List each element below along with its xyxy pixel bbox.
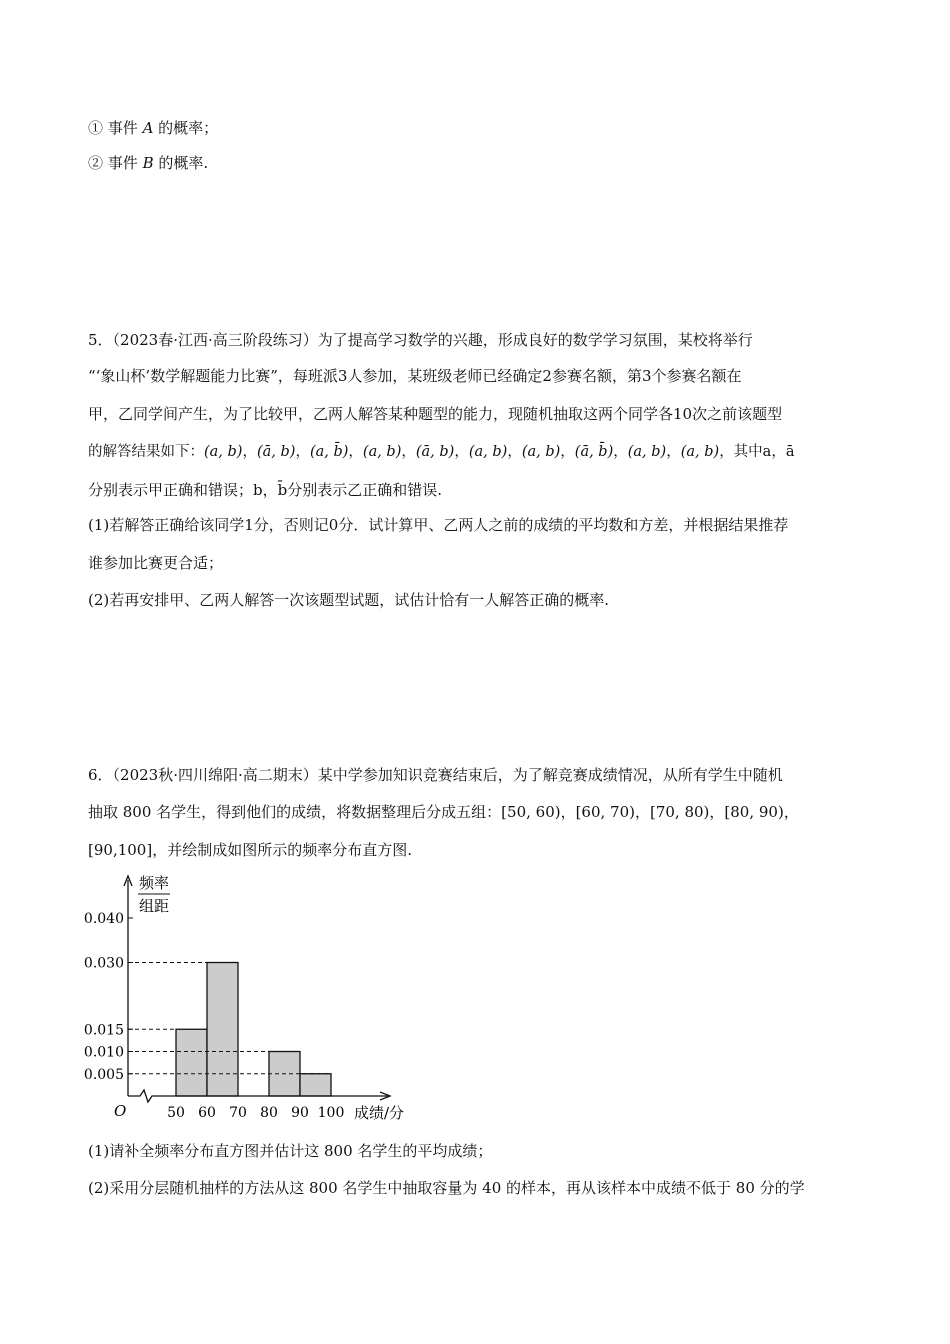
item-marker: ①	[88, 119, 104, 137]
x-tick-label: 90	[291, 1105, 309, 1121]
y-tick-label: 0.010	[83, 1044, 124, 1061]
q5-results-prefix: 的解答结果如下：	[88, 444, 204, 460]
result-separator: ，	[401, 444, 416, 460]
result-separator: ，	[348, 444, 363, 460]
item-text: 事件	[103, 154, 143, 172]
item-variable: B	[142, 154, 154, 172]
result-pair: (a, b)	[521, 444, 561, 460]
item-marker: ②	[88, 154, 104, 172]
q4-item-1	[88, 118, 870, 138]
y-axis-label-denominator: 组距	[138, 897, 170, 915]
histogram-bar	[176, 1029, 207, 1096]
histogram-bar	[300, 1074, 331, 1096]
origin-label: O	[114, 1102, 127, 1120]
q5-line-2: “‘象山杯’数学解题能力比赛”，每班派3人参加，某班级老师已经确定2参赛名额，第3个参赛名额在	[88, 367, 742, 385]
item-text: 的概率.	[153, 154, 209, 172]
x-tick-label: 60	[198, 1105, 216, 1121]
q6-sub1: (1)请补全频率分布直方图并估计这 800 名学生的平均成绩；	[88, 1142, 493, 1160]
y-tick-label: 0.015	[83, 1022, 124, 1039]
result-separator: ，	[295, 444, 310, 460]
result-separator: ，	[560, 444, 575, 460]
x-tick-label: 50	[167, 1105, 185, 1121]
result-pair: (a, b)	[362, 444, 402, 460]
x-axis	[128, 1090, 390, 1102]
result-pair: (a, b)	[468, 444, 508, 460]
q4-item-2	[88, 153, 870, 173]
q6-line-3: [90,100]，并绘制成如图所示的频率分布直方图.	[88, 841, 412, 859]
q5-line-3: 甲，乙同学间产生，为了比较甲，乙两人解答某种题型的能力，现随机抽取这两个同学各10次之前该题型	[88, 405, 783, 423]
result-separator: ，	[666, 444, 681, 460]
y-tick-label: 0.005	[83, 1066, 124, 1083]
histogram-bar	[207, 963, 238, 1097]
x-tick-label: 80	[260, 1105, 278, 1121]
item-variable: A	[142, 119, 154, 137]
x-axis-label: 成绩/分	[354, 1104, 405, 1122]
result-separator: ，	[242, 444, 257, 460]
q5-line-1: 5．（2023春·江西·高三阶段练习）为了提高学习数学的兴趣，形成良好的数学学习氛围，某校将举行	[88, 331, 753, 349]
result-pair: (a, b)	[627, 444, 667, 460]
q5-sub1-line-1: (1)若解答正确给该同学1分，否则记0分．试计算甲、乙两人之前的成绩的平均数和方差，并根据结果推荐	[88, 516, 789, 534]
result-separator: ，	[454, 444, 469, 460]
x-tick-label: 70	[229, 1105, 247, 1121]
y-axis-label-numerator: 频率	[138, 874, 170, 892]
result-pair: (a, b)	[680, 444, 720, 460]
result-pair: (a, b̄)	[309, 444, 349, 460]
q5-sub2: (2)若再安排甲、乙两人解答一次该题型试题，试估计恰有一人解答正确的概率.	[88, 591, 610, 609]
result-pair: (ā, b)	[415, 444, 455, 460]
q6-sub2: (2)采用分层随机抽样的方法从这 800 名学生中抽取容量为 40 的样本，再从该样本中成绩不低于 80 分的学	[88, 1179, 805, 1197]
result-pair: (ā, b)	[256, 444, 296, 460]
y-tick-label: 0.030	[83, 955, 124, 972]
q6-line-1: 6．（2023秋·四川绵阳·高二期末）某中学参加知识竞赛结束后，为了解竞赛成绩情况，从所有学生中随机	[88, 766, 783, 784]
item-text: 事件	[103, 119, 143, 137]
q5-sub1-line-2: 谁参加比赛更合适；	[88, 554, 224, 572]
result-pair: (a, b)	[204, 444, 243, 460]
q6-line-2: 抽取 800 名学生，得到他们的成绩，将数据整理后分成五组：[50, 60)，[60, 70)，[70, 80)，[80, 90)，	[88, 803, 799, 821]
q5-line-4	[88, 442, 870, 462]
item-text: 的概率；	[153, 119, 219, 137]
q5-results-suffix: ，其中a，ā	[719, 444, 795, 460]
result-separator: ，	[613, 444, 628, 460]
q5-line-5: 分别表示甲正确和错误；b，b̄分别表示乙正确和错误.	[88, 481, 442, 499]
frequency-histogram	[80, 866, 440, 1126]
x-tick-label: 100	[317, 1105, 345, 1121]
result-pair: (ā, b̄)	[574, 444, 614, 460]
q5-result-pairs	[204, 444, 719, 460]
y-tick-label: 0.040	[83, 911, 124, 927]
result-separator: ，	[507, 444, 522, 460]
